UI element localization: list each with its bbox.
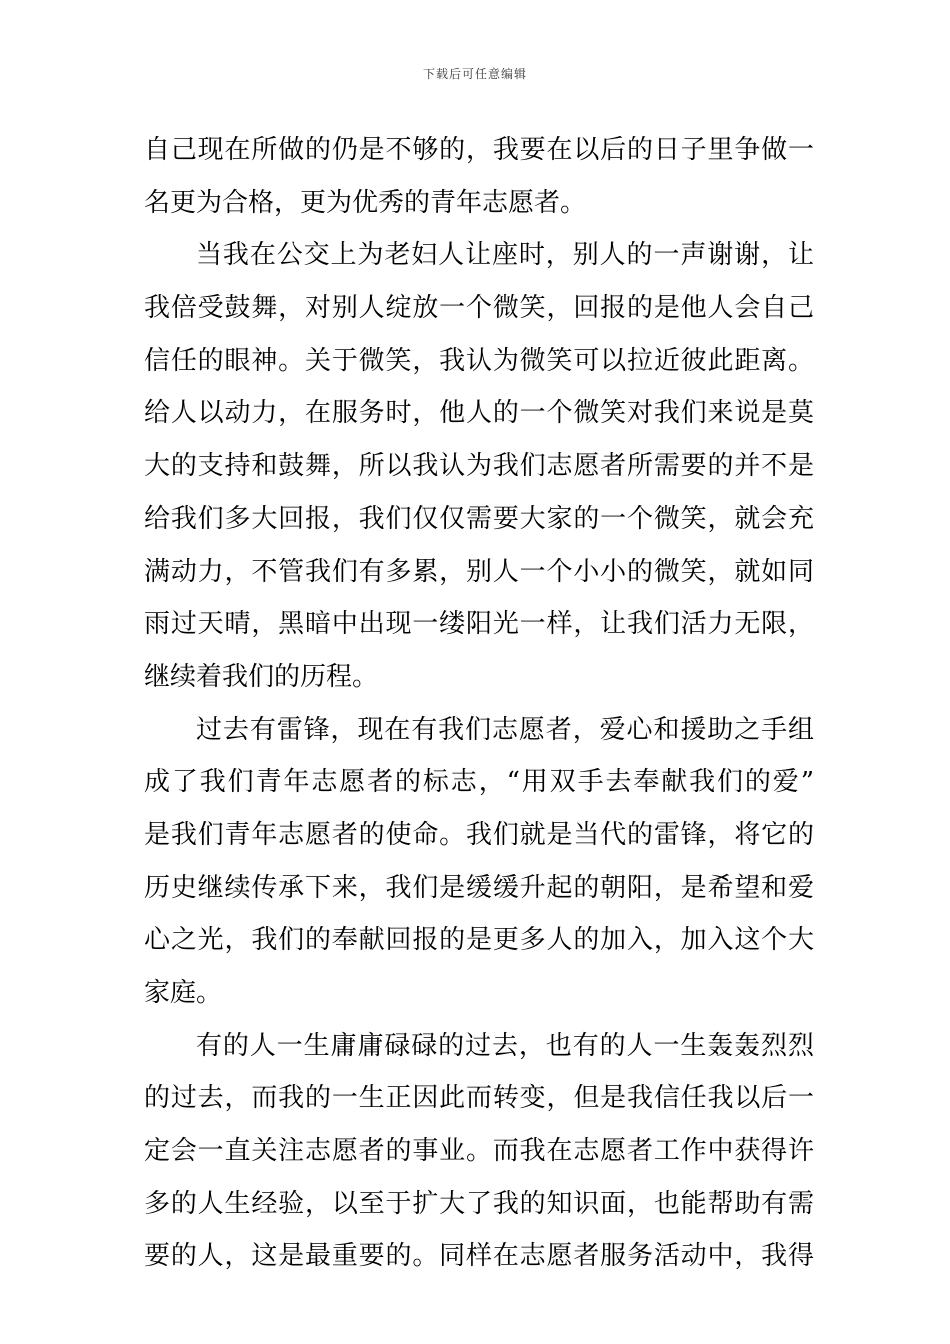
text-line: 的过去，而我的一生正因此而转变，但是我信任我以后一 (144, 1083, 814, 1114)
text-line: 自己现在所做的仍是不够的，我要在以后的日子里争做一 (144, 135, 814, 165)
text-line: 心之光，我们的奉献回报的是更多人的加入，加入这个大 (144, 925, 814, 956)
text-line: 多的人生经验，以至于扩大了我的知识面，也能帮助有需 (144, 1188, 814, 1219)
paragraph-first-line: 有的人一生庸庸碌碌的过去，也有的人一生轰轰烈烈 (196, 1030, 814, 1061)
text-line: 要的人，这是最重要的。同样在志愿者服务活动中，我得 (144, 1241, 814, 1272)
paragraph-first-line: 当我在公交上为老妇人让座时，别人的一声谢谢，让 (196, 240, 814, 271)
text-line: 给人以动力，在服务时，他人的一个微笑对我们来说是莫 (144, 398, 814, 429)
text-line: 是我们青年志愿者的使命。我们就是当代的雷锋，将它的 (144, 819, 814, 850)
page-header: 下载后可任意编辑 (422, 67, 527, 81)
text-line: 雨过天晴，黑暗中出现一缕阳光一样，让我们活力无限， (144, 609, 814, 640)
document-body (144, 124, 814, 1283)
text-line: 给我们多大回报，我们仅仅需要大家的一个微笑，就会充 (144, 503, 814, 534)
text-line: 我倍受鼓舞，对别人绽放一个微笑，回报的是他人会自己 (144, 293, 814, 324)
text-line: 继续着我们的历程。 (144, 661, 379, 692)
text-line: 成了我们青年志愿者的标志，“用双手去奉献我们的爱” (144, 767, 814, 798)
text-line: 名更为合格，更为优秀的青年志愿者。 (144, 187, 587, 218)
text-line: 定会一直关注志愿者的事业。而我在志愿者工作中获得许 (144, 1136, 814, 1167)
text-line: 满动力，不管我们有多累，别人一个小小的微笑，就如同 (144, 556, 814, 587)
text-line: 信任的眼神。关于微笑，我认为微笑可以拉近彼此距离。 (144, 345, 814, 376)
text-line: 大的支持和鼓舞，所以我认为我们志愿者所需要的并不是 (144, 451, 814, 482)
text-line: 历史继续传承下来，我们是缓缓升起的朝阳，是希望和爱 (144, 872, 814, 903)
paragraph-first-line: 过去有雷锋，现在有我们志愿者，爱心和援助之手组 (196, 714, 814, 745)
text-line: 家庭。 (144, 978, 223, 1008)
